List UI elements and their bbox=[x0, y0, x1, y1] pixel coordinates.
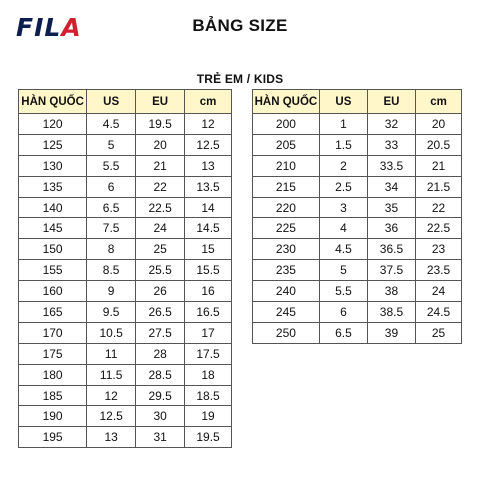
cell-cm-size: 14 bbox=[185, 197, 232, 218]
cell-korea-size: 225 bbox=[253, 218, 320, 239]
cell-eu-size: 19.5 bbox=[136, 114, 185, 135]
cell-us-size: 6.5 bbox=[87, 197, 136, 218]
cell-cm-size: 13 bbox=[185, 155, 232, 176]
table-row bbox=[19, 218, 232, 239]
cell-us-size: 4 bbox=[319, 218, 367, 239]
cell-korea-size: 165 bbox=[19, 302, 87, 323]
cell-korea-size: 215 bbox=[253, 176, 320, 197]
cell-us-size: 11 bbox=[87, 343, 136, 364]
cell-korea-size: 180 bbox=[19, 364, 87, 385]
table-row bbox=[19, 281, 232, 302]
table-row bbox=[19, 176, 232, 197]
cell-korea-size: 185 bbox=[19, 385, 87, 406]
logo-text: FILA bbox=[16, 12, 82, 42]
header-korea: HÀN QUỐC bbox=[19, 90, 87, 114]
page-title: BẢNG SIZE bbox=[192, 16, 288, 35]
table-row bbox=[253, 134, 462, 155]
size-table-left bbox=[18, 89, 232, 448]
table-row bbox=[19, 239, 232, 260]
table-row bbox=[253, 218, 462, 239]
table-row bbox=[253, 281, 462, 302]
cell-eu-size: 33 bbox=[367, 134, 415, 155]
table-row bbox=[19, 197, 232, 218]
cell-cm-size: 16 bbox=[185, 281, 232, 302]
table-row bbox=[19, 302, 232, 323]
cell-eu-size: 29.5 bbox=[136, 385, 185, 406]
table-row bbox=[253, 114, 462, 135]
header-us: US bbox=[87, 90, 136, 114]
cell-us-size: 6 bbox=[87, 176, 136, 197]
cell-us-size: 4.5 bbox=[319, 239, 367, 260]
section-subtitle: TRẺ EM / KIDS bbox=[196, 72, 284, 86]
cell-us-size: 4.5 bbox=[87, 114, 136, 135]
cell-korea-size: 240 bbox=[253, 281, 320, 302]
table-row bbox=[19, 260, 232, 281]
cell-cm-size: 23.5 bbox=[416, 260, 462, 281]
cell-cm-size: 22.5 bbox=[416, 218, 462, 239]
cell-eu-size: 25.5 bbox=[136, 260, 185, 281]
table-row bbox=[19, 343, 232, 364]
cell-eu-size: 28.5 bbox=[136, 364, 185, 385]
cell-cm-size: 25 bbox=[416, 322, 462, 343]
cell-us-size: 11.5 bbox=[87, 364, 136, 385]
cell-korea-size: 200 bbox=[253, 114, 320, 135]
cell-cm-size: 16.5 bbox=[185, 302, 232, 323]
cell-cm-size: 19 bbox=[185, 406, 232, 427]
cell-korea-size: 155 bbox=[19, 260, 87, 281]
cell-korea-size: 205 bbox=[253, 134, 320, 155]
cell-eu-size: 37.5 bbox=[367, 260, 415, 281]
cell-us-size: 5 bbox=[319, 260, 367, 281]
table-header-row bbox=[253, 90, 462, 114]
cell-eu-size: 20 bbox=[136, 134, 185, 155]
cell-korea-size: 250 bbox=[253, 322, 320, 343]
cell-us-size: 8 bbox=[87, 239, 136, 260]
table-row bbox=[19, 427, 232, 448]
cell-us-size: 5.5 bbox=[87, 155, 136, 176]
table-row bbox=[19, 322, 232, 343]
cell-us-size: 1.5 bbox=[319, 134, 367, 155]
cell-eu-size: 26.5 bbox=[136, 302, 185, 323]
table-row bbox=[19, 406, 232, 427]
cell-eu-size: 22.5 bbox=[136, 197, 185, 218]
cell-us-size: 12 bbox=[87, 385, 136, 406]
cell-us-size: 8.5 bbox=[87, 260, 136, 281]
cell-us-size: 1 bbox=[319, 114, 367, 135]
cell-us-size: 9 bbox=[87, 281, 136, 302]
cell-cm-size: 24.5 bbox=[416, 302, 462, 323]
cell-korea-size: 150 bbox=[19, 239, 87, 260]
cell-us-size: 2.5 bbox=[319, 176, 367, 197]
cell-cm-size: 24 bbox=[416, 281, 462, 302]
cell-cm-size: 17.5 bbox=[185, 343, 232, 364]
table-row bbox=[19, 155, 232, 176]
cell-cm-size: 20 bbox=[416, 114, 462, 135]
header-eu: EU bbox=[136, 90, 185, 114]
cell-korea-size: 135 bbox=[19, 176, 87, 197]
cell-cm-size: 14.5 bbox=[185, 218, 232, 239]
cell-eu-size: 22 bbox=[136, 176, 185, 197]
cell-us-size: 5 bbox=[87, 134, 136, 155]
cell-eu-size: 26 bbox=[136, 281, 185, 302]
header-korea: HÀN QUỐC bbox=[253, 90, 320, 114]
cell-cm-size: 12 bbox=[185, 114, 232, 135]
cell-eu-size: 36 bbox=[367, 218, 415, 239]
cell-eu-size: 31 bbox=[136, 427, 185, 448]
header-cm: cm bbox=[185, 90, 232, 114]
cell-us-size: 9.5 bbox=[87, 302, 136, 323]
cell-eu-size: 25 bbox=[136, 239, 185, 260]
cell-cm-size: 21 bbox=[416, 155, 462, 176]
header-cm: cm bbox=[416, 90, 462, 114]
cell-cm-size: 20.5 bbox=[416, 134, 462, 155]
cell-cm-size: 15.5 bbox=[185, 260, 232, 281]
header-eu: EU bbox=[367, 90, 415, 114]
cell-us-size: 5.5 bbox=[319, 281, 367, 302]
cell-eu-size: 34 bbox=[367, 176, 415, 197]
cell-us-size: 6.5 bbox=[319, 322, 367, 343]
cell-us-size: 3 bbox=[319, 197, 367, 218]
cell-korea-size: 175 bbox=[19, 343, 87, 364]
cell-korea-size: 140 bbox=[19, 197, 87, 218]
table-row bbox=[253, 239, 462, 260]
cell-eu-size: 30 bbox=[136, 406, 185, 427]
cell-eu-size: 38.5 bbox=[367, 302, 415, 323]
table-row bbox=[253, 197, 462, 218]
cell-us-size: 2 bbox=[319, 155, 367, 176]
table-row bbox=[253, 260, 462, 281]
cell-cm-size: 22 bbox=[416, 197, 462, 218]
cell-korea-size: 190 bbox=[19, 406, 87, 427]
cell-korea-size: 195 bbox=[19, 427, 87, 448]
cell-cm-size: 23 bbox=[416, 239, 462, 260]
cell-cm-size: 13.5 bbox=[185, 176, 232, 197]
cell-eu-size: 39 bbox=[367, 322, 415, 343]
table-header-row bbox=[19, 90, 232, 114]
header-us: US bbox=[319, 90, 367, 114]
cell-korea-size: 220 bbox=[253, 197, 320, 218]
cell-eu-size: 36.5 bbox=[367, 239, 415, 260]
cell-eu-size: 33.5 bbox=[367, 155, 415, 176]
cell-cm-size: 19.5 bbox=[185, 427, 232, 448]
table-row bbox=[253, 302, 462, 323]
cell-us-size: 12.5 bbox=[87, 406, 136, 427]
cell-korea-size: 245 bbox=[253, 302, 320, 323]
cell-cm-size: 18.5 bbox=[185, 385, 232, 406]
cell-korea-size: 125 bbox=[19, 134, 87, 155]
table-row bbox=[253, 176, 462, 197]
cell-korea-size: 230 bbox=[253, 239, 320, 260]
cell-eu-size: 35 bbox=[367, 197, 415, 218]
table-row bbox=[19, 385, 232, 406]
table-row bbox=[19, 114, 232, 135]
cell-korea-size: 160 bbox=[19, 281, 87, 302]
cell-korea-size: 210 bbox=[253, 155, 320, 176]
cell-eu-size: 38 bbox=[367, 281, 415, 302]
cell-cm-size: 17 bbox=[185, 322, 232, 343]
cell-eu-size: 32 bbox=[367, 114, 415, 135]
table-row bbox=[19, 134, 232, 155]
cell-us-size: 13 bbox=[87, 427, 136, 448]
cell-cm-size: 21.5 bbox=[416, 176, 462, 197]
cell-cm-size: 12.5 bbox=[185, 134, 232, 155]
cell-korea-size: 130 bbox=[19, 155, 87, 176]
cell-korea-size: 145 bbox=[19, 218, 87, 239]
cell-cm-size: 15 bbox=[185, 239, 232, 260]
cell-cm-size: 18 bbox=[185, 364, 232, 385]
cell-eu-size: 24 bbox=[136, 218, 185, 239]
table-row bbox=[253, 155, 462, 176]
cell-eu-size: 27.5 bbox=[136, 322, 185, 343]
size-table-right bbox=[252, 89, 462, 344]
table-row bbox=[253, 322, 462, 343]
cell-us-size: 6 bbox=[319, 302, 367, 323]
cell-korea-size: 120 bbox=[19, 114, 87, 135]
cell-us-size: 7.5 bbox=[87, 218, 136, 239]
cell-us-size: 10.5 bbox=[87, 322, 136, 343]
cell-eu-size: 28 bbox=[136, 343, 185, 364]
table-row bbox=[19, 364, 232, 385]
cell-eu-size: 21 bbox=[136, 155, 185, 176]
cell-korea-size: 235 bbox=[253, 260, 320, 281]
cell-korea-size: 170 bbox=[19, 322, 87, 343]
